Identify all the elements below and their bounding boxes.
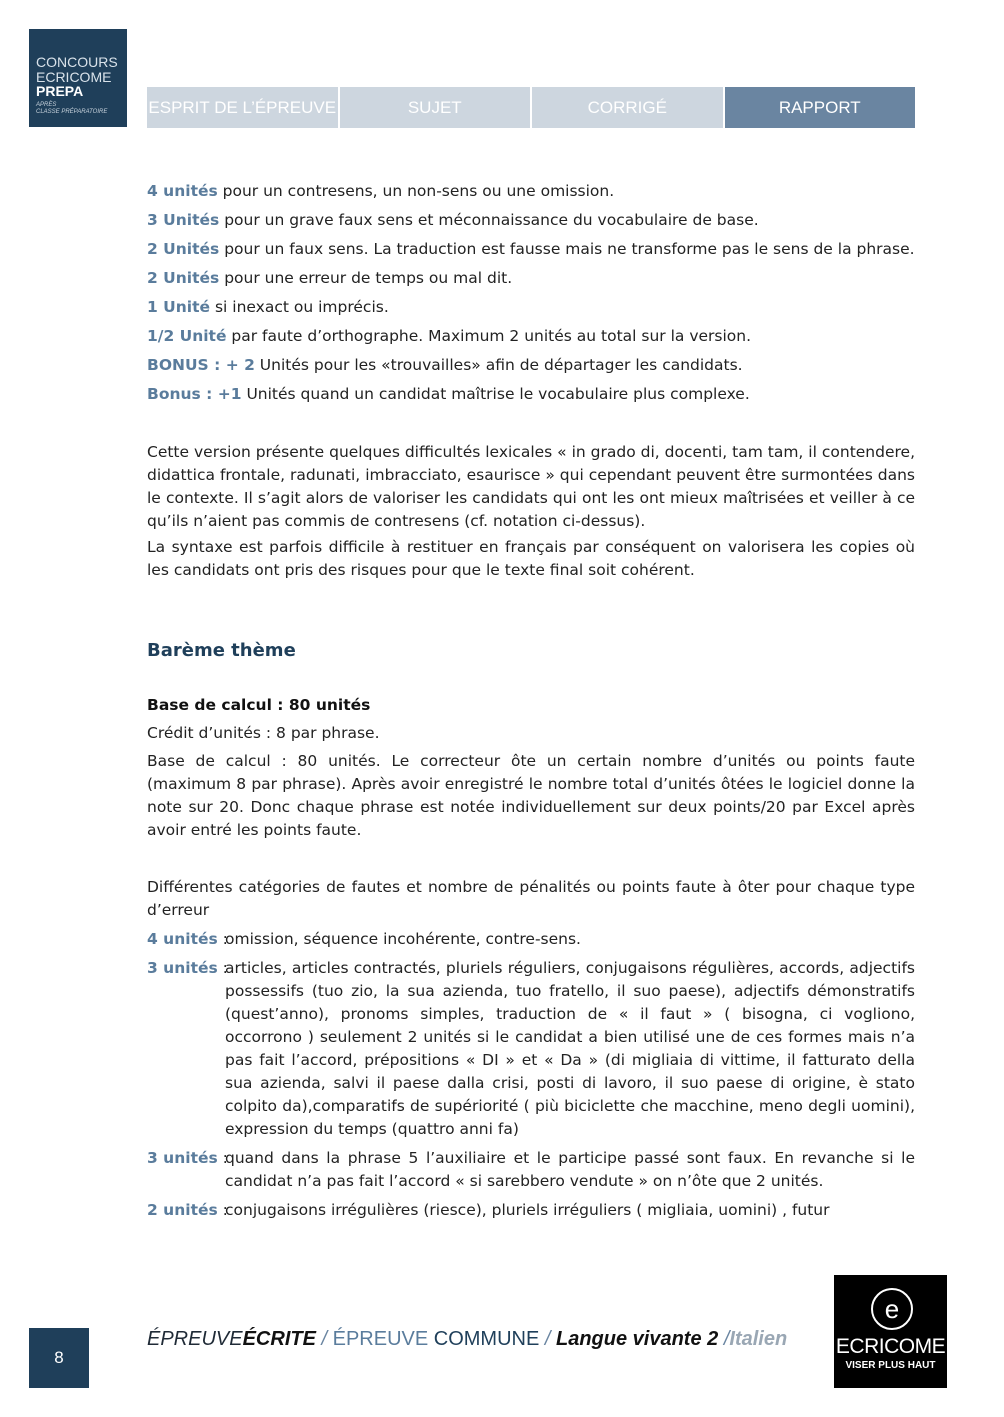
rule-text: quand dans la phrase 5 l’auxiliaire et le participe passé sont faux. En revanche si le candidat n’a pas fait l’accord « si sarebbero vendute » on n’ôte que 2 unités.	[225, 1149, 915, 1190]
version-rule	[147, 325, 915, 348]
rule-label: 4 unités	[147, 930, 218, 948]
rule-text: pour un contresens, un non-sens ou une omission.	[217, 182, 615, 200]
logo-apres: APRÈS	[36, 102, 57, 108]
e-circle-icon: e	[871, 1288, 913, 1330]
rule-label: 1 Unité	[147, 298, 211, 316]
version-paragraph: Cette version présente quelques difficultés lexicales « in grado di, docenti, tam tam, il contendere, didattica frontale, radunati, imbracciato, esaurisce » qui cependant peuvent être surmontées dans le contexte. Il s’agit alors de valoriser les candidats qui ont les ont mieux maîtrisées et veiller à ce qu’ils n’aient pas commis de contresens (cf. notation ci-dessus).	[147, 443, 915, 530]
version-rule	[147, 180, 915, 203]
rule-text: Unités pour les «trouvailles» afin de départager les candidats.	[254, 356, 743, 374]
brand-tagline: VISER PLUS HAUT	[845, 1360, 936, 1371]
concours-logo	[29, 29, 127, 127]
version-rule	[147, 238, 915, 261]
tab-sujet[interactable]: SUJET	[340, 87, 531, 128]
logo-line-apres	[36, 102, 107, 116]
theme-rule: 3 unités : quand dans la phrase 5 l’auxiliaire et le participe passé sont faux. En revanche si le candidat n’a pas fait l’accord « si sarebbero vendute » on n’ôte que 2 unités.	[147, 1147, 915, 1193]
version-rule	[147, 383, 915, 406]
rule-text: si inexact ou imprécis.	[210, 298, 389, 316]
footer-commune: COMMUNE	[433, 1328, 540, 1350]
main-content	[147, 180, 915, 1222]
footer-italien: Italien	[729, 1328, 788, 1350]
footer-ecrite: ÉCRITE	[242, 1328, 316, 1350]
tab-esprit[interactable]: ESPRIT DE L’ÉPREUVE	[147, 87, 338, 128]
rule-text: articles, articles contractés, pluriels réguliers, conjugaisons régulières, accords, adjectifs possessifs (tuo zio, la sua azienda, tuo fratello, il suo paese), adjectifs démonstratifs (quest’anno), pronoms simples, traduction de « il faut » ( bisogna, ci vogliono, occorrono ) seulement 2 unités si le candidat a bien utilisé une de ces formes mais n’a pas fait l’accord, prépositions « DI » et « Da » (di migliaia di vittime, il fatturato della sua azienda, salvi il paese dalla crisi, posti di lavoro, il suo paese di origine, è stato colpito da),comparatifs de supériorité ( più biciclette che macchine, meno degli uomini), expression du temps (quattro anni fa)	[225, 959, 915, 1138]
categories-intro: Différentes catégories de fautes et nombre de pénalités ou points faute à ôter pour chaque type d’erreur	[147, 878, 915, 919]
version-rule	[147, 209, 915, 232]
credit-text: Crédit d’unités : 8 par phrase.	[147, 724, 380, 742]
footer-separator: /	[539, 1328, 556, 1350]
theme-rule: 3 unités : articles, articles contractés, pluriels réguliers, conjugaisons régulières, accords, adjectifs possessifs (tuo zio, la sua azienda, tuo fratello, il suo paese), adjectifs démonstratifs (quest’anno), pronoms simples, traduction de « il faut » ( bisogna, ci vogliono, occorrono ) seulement 2 unités si le candidat a bien utilisé une de ces formes mais n’a pas fait l’accord, prépositions « DI » et « Da » (di migliaia di vittime, il fatturato della sua azienda, salvi il paese dalla crisi, posti di lavoro, il suo paese di origine, è stato colpito da),comparatifs de supériorité ( più biciclette che macchine, meno degli uomini), expression du temps (quattro anni fa)	[147, 957, 915, 1141]
rule-text: par faute d’orthographe. Maximum 2 unités au total sur la version.	[226, 327, 752, 345]
brand-name: ECRICOME	[835, 1335, 946, 1358]
footer-langue: Langue vivante 2	[555, 1328, 719, 1350]
rule-label: 1/2 Unité	[147, 327, 227, 345]
rule-label: 2 Unités	[147, 240, 220, 258]
rule-label: 4 unités	[147, 182, 218, 200]
footer-separator: /	[718, 1328, 730, 1350]
version-rule	[147, 296, 915, 319]
rule-text: omission, séquence incohérente, contre-sens.	[225, 930, 581, 948]
version-rule	[147, 354, 915, 377]
rule-label: 3 Unités	[147, 211, 220, 229]
logo-line-ecricome: ECRICOME	[36, 69, 112, 85]
base-text: Base de calcul : 80 unités. Le correcteur ôte un certain nombre d’unités ou points faute (maximum 8 par phrase). Après avoir enregistré le nombre total d’unités ôtées le logiciel donne la note sur 20. Donc chaque phrase est notée individuellement sur deux points/20 par Excel après avoir entré les points faute.	[147, 752, 915, 839]
rule-text: pour un faux sens. La traduction est fausse mais ne transforme pas le sens de la phrase.	[219, 240, 915, 258]
rule-label: Bonus : +1	[147, 385, 242, 403]
tab-rapport[interactable]: RAPPORT	[725, 87, 916, 128]
theme-rule: 2 unités : conjugaisons irrégulières (riesce), pluriels irréguliers ( migliaia, uomini) , futur	[147, 1199, 915, 1222]
rule-label: 3 unités	[147, 959, 218, 977]
rule-text: pour une erreur de temps ou mal dit.	[219, 269, 513, 287]
base-heading: Base de calcul : 80 unités	[147, 696, 371, 714]
footer-epreuve: ÉPREUVE	[147, 1328, 243, 1350]
logo-line-concours: CONCOURS	[36, 54, 118, 70]
logo-classe: CLASSE PRÉPARATOIRE	[36, 109, 108, 115]
section-title: Barème thème	[147, 640, 296, 661]
rule-text: conjugaisons irrégulières (riesce), pluriels irréguliers ( migliaia, uomini) , futur	[225, 1201, 830, 1219]
rule-label: 3 unités	[147, 1149, 218, 1167]
rule-text: Unités quand un candidat maîtrise le vocabulaire plus complexe.	[241, 385, 750, 403]
footer-epreuve-2: ÉPREUVE	[332, 1328, 429, 1350]
rule-label: 2 unités	[147, 1201, 218, 1219]
version-rule	[147, 267, 915, 290]
ecricome-logo	[834, 1275, 947, 1388]
theme-rule: 4 unités : omission, séquence incohérente, contre-sens.	[147, 928, 915, 951]
rule-label: BONUS : + 2	[147, 356, 255, 374]
rule-label: 2 Unités	[147, 269, 220, 287]
version-paragraph: La syntaxe est parfois difficile à restituer en français par conséquent on valorisera les copies où les candidats ont pris des risques pour que le texte final soit cohérent.	[147, 538, 915, 579]
rule-text: pour un grave faux sens et méconnaissance du vocabulaire de base.	[219, 211, 759, 229]
tab-corrige[interactable]: CORRIGÉ	[532, 87, 723, 128]
page-number: 8	[29, 1328, 89, 1388]
section-tabs	[147, 87, 915, 128]
footer-separator: /	[315, 1328, 333, 1350]
logo-line-prepa: PREPA	[36, 83, 84, 99]
footer-title	[147, 1325, 787, 1353]
